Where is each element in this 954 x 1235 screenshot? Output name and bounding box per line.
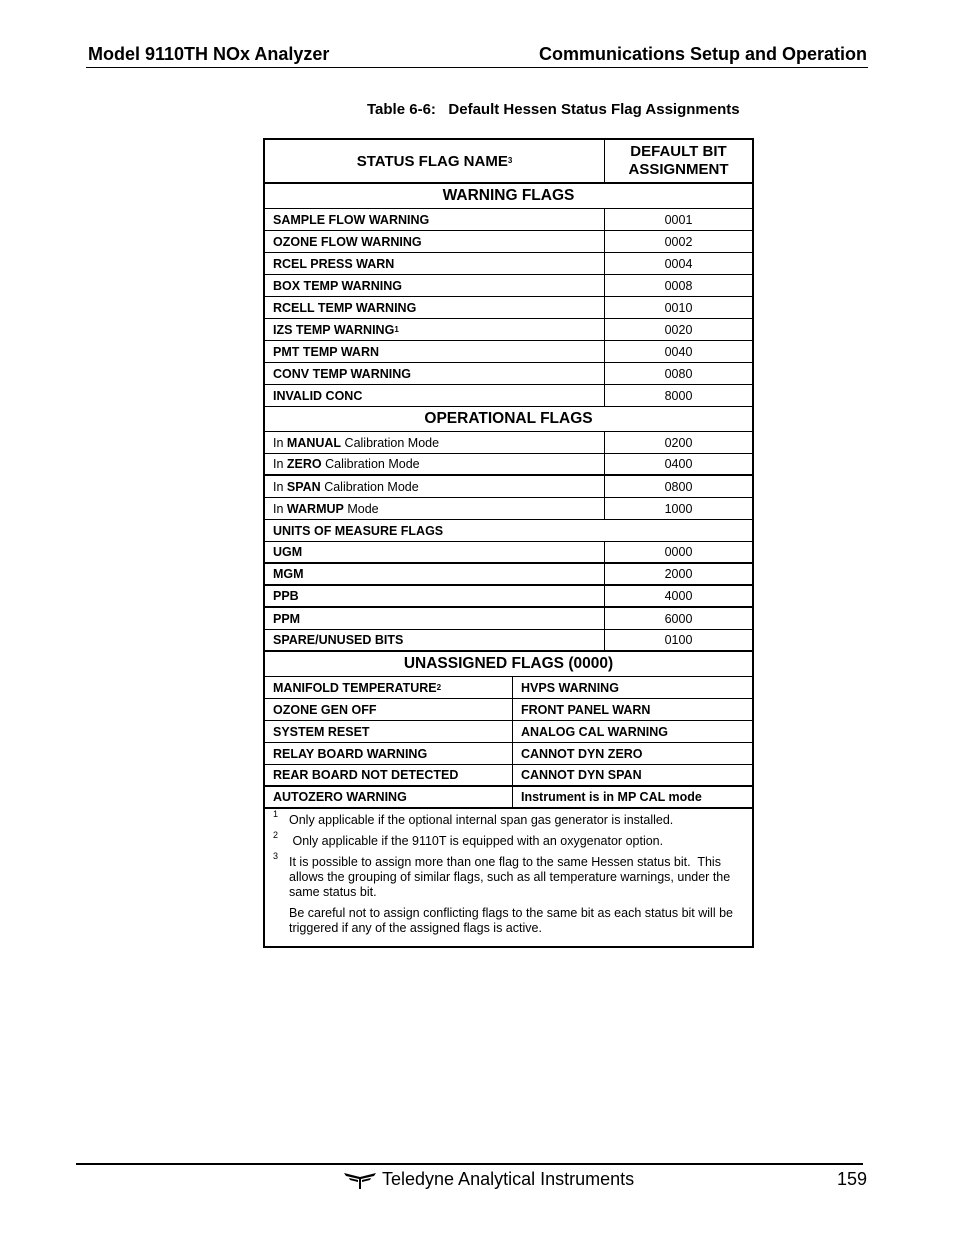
flag-name-cell: PPM bbox=[265, 608, 605, 629]
teledyne-logo-icon bbox=[344, 1171, 376, 1189]
bit-value: 1000 bbox=[664, 501, 693, 516]
bit-value: 0010 bbox=[664, 300, 693, 315]
bit-value: 4000 bbox=[664, 589, 693, 603]
flag-name: OZONE GEN OFF bbox=[273, 702, 377, 717]
bit-value: 0020 bbox=[664, 322, 693, 337]
bit-value: 0001 bbox=[664, 212, 693, 227]
footnote bbox=[273, 830, 734, 849]
flag-name-cell bbox=[265, 253, 605, 274]
flag-name-cell: UGM bbox=[265, 542, 605, 562]
bit-value: 0008 bbox=[664, 278, 693, 293]
bit-value: 0040 bbox=[664, 344, 693, 359]
footnote bbox=[273, 809, 734, 828]
footnote-text: Be careful not to assign conflicting flags to the same bit as each status bit will be triggered if any of the assigned flags is active. bbox=[289, 906, 737, 935]
unassigned-flag-right: HVPS WARNING bbox=[521, 680, 619, 695]
unassigned-flag-right: FRONT PANEL WARN bbox=[521, 702, 651, 717]
header-rule bbox=[86, 67, 868, 68]
footnote-number: 3 bbox=[273, 851, 279, 861]
units-of-measure-label: UNITS OF MEASURE FLAGS bbox=[273, 523, 444, 538]
table-row bbox=[265, 721, 752, 743]
default-bit-label-line2: ASSIGNMENT bbox=[628, 161, 729, 178]
flag-name: RCEL PRESS WARN bbox=[273, 256, 395, 271]
flag-name: RCELL TEMP WARNING bbox=[273, 300, 417, 315]
page-number: 159 bbox=[836, 1169, 867, 1189]
flag-name: RELAY BOARD WARNING bbox=[273, 746, 428, 761]
mode-name: ZERO bbox=[286, 457, 322, 471]
flag-name: BOX TEMP WARNING bbox=[273, 278, 402, 293]
footnote-number: 1 bbox=[273, 809, 279, 819]
table-row bbox=[265, 319, 752, 341]
status-flag-table bbox=[263, 138, 754, 948]
bit-value: 0200 bbox=[664, 435, 693, 450]
flag-name: AUTOZERO WARNING bbox=[273, 790, 407, 804]
unassigned-flag-right: CANNOT DYN SPAN bbox=[521, 768, 642, 782]
bit-value: 8000 bbox=[664, 388, 693, 403]
flag-name: SAMPLE FLOW WARNING bbox=[273, 212, 430, 227]
flag-name-cell: IZS TEMP WARNING 1 bbox=[265, 319, 605, 340]
footnote-number bbox=[273, 902, 289, 936]
bit-value: 0100 bbox=[664, 633, 693, 647]
table-row bbox=[265, 209, 752, 231]
table-row bbox=[265, 787, 752, 809]
table-row bbox=[265, 542, 752, 564]
flag-name: CONV TEMP WARNING bbox=[273, 366, 411, 381]
bit-value: 0400 bbox=[664, 457, 693, 471]
bit-value: 0800 bbox=[664, 479, 693, 494]
table-row bbox=[265, 630, 752, 652]
flag-name-cell bbox=[265, 363, 605, 384]
unassigned-flag-left bbox=[265, 765, 513, 785]
mode-suffix: Calibration Mode bbox=[320, 479, 419, 494]
mode-prefix: In bbox=[273, 457, 287, 471]
unassigned-flag-left bbox=[265, 743, 513, 764]
table-row bbox=[265, 608, 752, 630]
footnote-text: Only applicable if the 9110T is equipped with an oxygenator option. bbox=[289, 834, 664, 848]
col-status-flag-header: STATUS FLAG NAME 3 bbox=[265, 140, 605, 182]
bit-value: 0002 bbox=[664, 234, 693, 249]
unassigned-flags-heading: UNASSIGNED FLAGS (0000) bbox=[265, 652, 752, 677]
flag-name: OZONE FLOW WARNING bbox=[273, 234, 422, 249]
table-row bbox=[265, 498, 752, 520]
flag-name: INVALID CONC bbox=[273, 388, 363, 403]
operational-flags-group bbox=[265, 432, 752, 520]
mode-prefix: In bbox=[273, 479, 287, 494]
table-row bbox=[265, 454, 752, 476]
footnote-text: It is possible to assign more than one flag to the same Hessen status bit. This allows the grouping of similar flags, such as all temperature warnings, under the same status bit. bbox=[289, 855, 734, 899]
table-row bbox=[265, 385, 752, 407]
table-row bbox=[265, 699, 752, 721]
unassigned-flag-left: MANIFOLD TEMPERATURE 2 bbox=[265, 677, 513, 698]
table-header-row bbox=[265, 140, 752, 184]
mode-name: SPAN bbox=[286, 479, 321, 494]
flag-name-cell bbox=[265, 275, 605, 296]
unassigned-flag-left bbox=[265, 699, 513, 720]
unassigned-flag-right: CANNOT DYN ZERO bbox=[521, 746, 643, 761]
flag-name-cell bbox=[265, 297, 605, 318]
mode-suffix: Calibration Mode bbox=[321, 457, 420, 471]
flag-name-cell: MGM bbox=[265, 564, 605, 584]
footer-company bbox=[344, 1169, 634, 1190]
flag-name-cell: SPARE/UNUSED BITS bbox=[265, 630, 605, 650]
bit-value: 0004 bbox=[664, 256, 693, 271]
table-footnotes bbox=[265, 809, 752, 946]
bit-value: 6000 bbox=[664, 611, 693, 626]
table-row bbox=[265, 231, 752, 253]
flag-name: SYSTEM RESET bbox=[273, 724, 370, 739]
flag-name-cell bbox=[265, 432, 605, 453]
footnote-number: 2 bbox=[273, 830, 279, 840]
table-row bbox=[265, 677, 752, 699]
flag-name-cell bbox=[265, 385, 605, 406]
units-of-measure-heading bbox=[265, 520, 752, 542]
flag-name-cell bbox=[265, 498, 605, 519]
table-row bbox=[265, 341, 752, 363]
unassigned-flag-left bbox=[265, 721, 513, 742]
warning-flags-heading: WARNING FLAGS bbox=[265, 184, 752, 209]
mode-suffix: Mode bbox=[343, 501, 379, 516]
flag-name: REAR BOARD NOT DETECTED bbox=[273, 768, 459, 782]
unassigned-flag-left bbox=[265, 787, 513, 807]
table-caption: Table 6-6: Default Hessen Status Flag Assignments bbox=[367, 101, 740, 118]
mode-name: WARMUP bbox=[286, 501, 344, 516]
warning-flags-group bbox=[265, 209, 752, 407]
table-row bbox=[265, 586, 752, 608]
unassigned-flags-group bbox=[265, 677, 752, 809]
bit-value: 0080 bbox=[664, 366, 693, 381]
flag-name-cell bbox=[265, 341, 605, 362]
bit-value: 2000 bbox=[664, 567, 693, 581]
bit-value: 0000 bbox=[664, 545, 693, 559]
flag-name-cell bbox=[265, 231, 605, 252]
flag-name: IZS TEMP WARNING bbox=[273, 322, 395, 337]
default-bit-label-line1: DEFAULT BIT bbox=[630, 143, 727, 160]
flag-name: MANIFOLD TEMPERATURE bbox=[273, 680, 437, 695]
footer-rule bbox=[76, 1163, 863, 1165]
table-row bbox=[265, 363, 752, 385]
table-row bbox=[265, 743, 752, 765]
table-row bbox=[265, 297, 752, 319]
flag-name-cell bbox=[265, 209, 605, 230]
units-flags-group bbox=[265, 542, 752, 652]
footnote bbox=[273, 906, 737, 936]
flag-name-cell bbox=[265, 476, 605, 497]
header-section-title: Communications Setup and Operation bbox=[538, 44, 867, 64]
mode-prefix: In bbox=[273, 435, 287, 450]
table-row bbox=[265, 564, 752, 586]
flag-name-cell: PPB bbox=[265, 586, 605, 606]
status-flag-name-label: STATUS FLAG NAME bbox=[356, 152, 508, 170]
company-name: Teledyne Analytical Instruments bbox=[382, 1169, 635, 1189]
flag-name-cell bbox=[265, 454, 605, 474]
mode-prefix: In bbox=[273, 501, 287, 516]
table-row bbox=[265, 432, 752, 454]
col-default-bit-header bbox=[605, 140, 752, 182]
flag-name: PMT TEMP WARN bbox=[273, 344, 380, 359]
unassigned-flag-right: ANALOG CAL WARNING bbox=[521, 724, 668, 739]
footnote-text: Only applicable if the optional internal span gas generator is installed. bbox=[289, 813, 674, 827]
unassigned-flag-right: Instrument is in MP CAL mode bbox=[521, 790, 702, 804]
operational-flags-heading: OPERATIONAL FLAGS bbox=[265, 407, 752, 432]
table-row bbox=[265, 476, 752, 498]
table-row bbox=[265, 253, 752, 275]
footnote bbox=[273, 851, 734, 900]
mode-name: MANUAL bbox=[286, 435, 342, 450]
header-model-title: Model 9110TH NOx Analyzer bbox=[88, 44, 330, 64]
mode-suffix: Calibration Mode bbox=[341, 435, 440, 450]
table-row bbox=[265, 765, 752, 787]
table-row bbox=[265, 275, 752, 297]
